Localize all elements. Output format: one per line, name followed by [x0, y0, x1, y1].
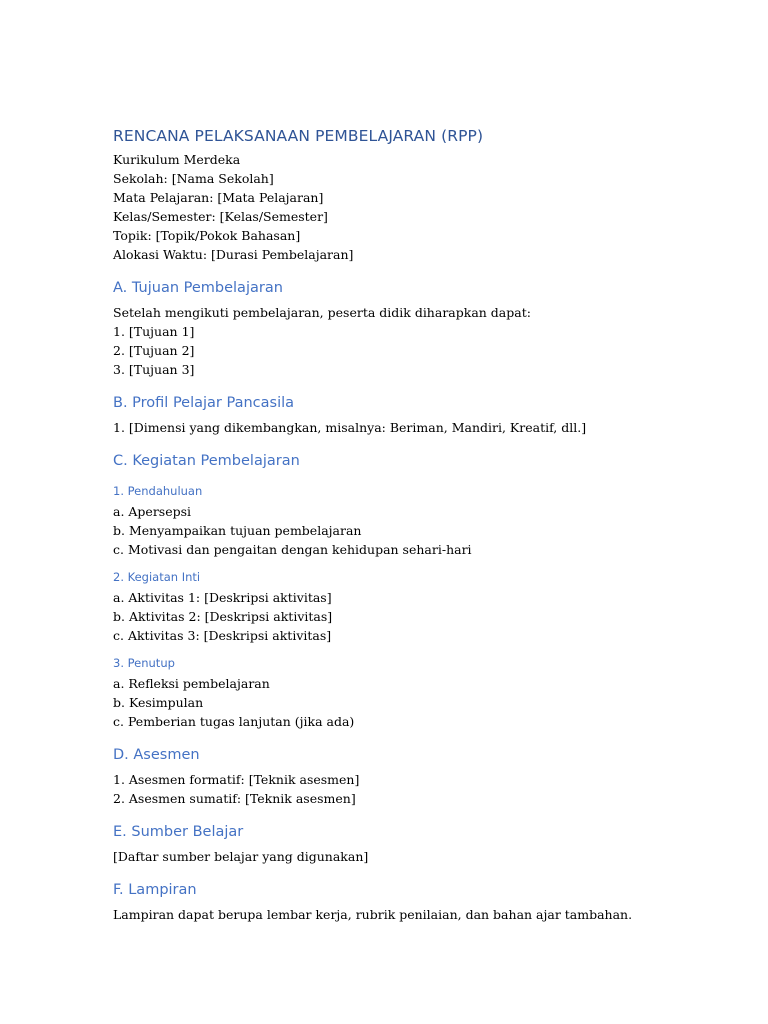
section-a-line: 3. [Tujuan 3]: [113, 362, 195, 377]
section-f-line: Lampiran dapat berupa lembar kerja, rubrik penilaian, dan bahan ajar tambahan.: [113, 907, 633, 922]
intro-curriculum: Kurikulum Merdeka: [113, 152, 241, 167]
section-d-line: 2. Asesmen sumatif: [Teknik asesmen]: [113, 791, 356, 806]
section-c-sub1-line: a. Apersepsi: [113, 504, 192, 519]
section-e-heading: E. Sumber Belajar: [113, 824, 244, 840]
section-c-sub2-heading: 2. Kegiatan Inti: [113, 570, 201, 584]
section-a-line: 2. [Tujuan 2]: [113, 343, 195, 358]
section-d-line: 1. Asesmen formatif: [Teknik asesmen]: [113, 772, 360, 787]
section-c-heading: C. Kegiatan Pembelajaran: [113, 453, 300, 469]
section-b-line: 1. [Dimensi yang dikembangkan, misalnya: Beriman, Mandiri, Kreatif, dll.]: [113, 420, 587, 435]
section-a-heading: A. Tujuan Pembelajaran: [113, 280, 283, 296]
document-content: [113, 126, 713, 924]
intro-class-semester: Kelas/Semester: [Kelas/Semester]: [113, 209, 328, 224]
section-c-sub2-line: a. Aktivitas 1: [Deskripsi aktivitas]: [113, 590, 332, 605]
section-a-line: Setelah mengikuti pembelajaran, peserta didik diharapkan dapat:: [113, 305, 531, 320]
intro-school: Sekolah: [Nama Sekolah]: [113, 171, 274, 186]
document-title: RENCANA PELAKSANAAN PEMBELAJARAN (RPP): [113, 127, 484, 145]
section-b-heading: B. Profil Pelajar Pancasila: [113, 395, 295, 411]
section-f-heading: F. Lampiran: [113, 882, 197, 898]
section-e-line: [Daftar sumber belajar yang digunakan]: [113, 849, 369, 864]
section-a-line: 1. [Tujuan 1]: [113, 324, 195, 339]
section-c-sub1-line: b. Menyampaikan tujuan pembelajaran: [113, 523, 362, 538]
section-c-sub2-line: b. Aktivitas 2: [Deskripsi aktivitas]: [113, 609, 333, 624]
intro-topic: Topik: [Topik/Pokok Bahasan]: [113, 228, 301, 243]
intro-block: [113, 150, 713, 264]
section-c-sub1-line: c. Motivasi dan pengaitan dengan kehidupan sehari-hari: [113, 542, 472, 557]
section-d-heading: D. Asesmen: [113, 747, 200, 763]
intro-subject: Mata Pelajaran: [Mata Pelajaran]: [113, 190, 324, 205]
section-c-sub2-line: c. Aktivitas 3: [Deskripsi aktivitas]: [113, 628, 332, 643]
section-c-sub3-heading: 3. Penutup: [113, 656, 175, 670]
section-c-sub3-line: c. Pemberian tugas lanjutan (jika ada): [113, 714, 355, 729]
section-c-sub3-line: b. Kesimpulan: [113, 695, 204, 710]
section-c-sub1-heading: 1. Pendahuluan: [113, 484, 203, 498]
intro-time-allocation: Alokasi Waktu: [Durasi Pembelajaran]: [113, 247, 354, 262]
section-c-sub3-line: a. Refleksi pembelajaran: [113, 676, 270, 691]
